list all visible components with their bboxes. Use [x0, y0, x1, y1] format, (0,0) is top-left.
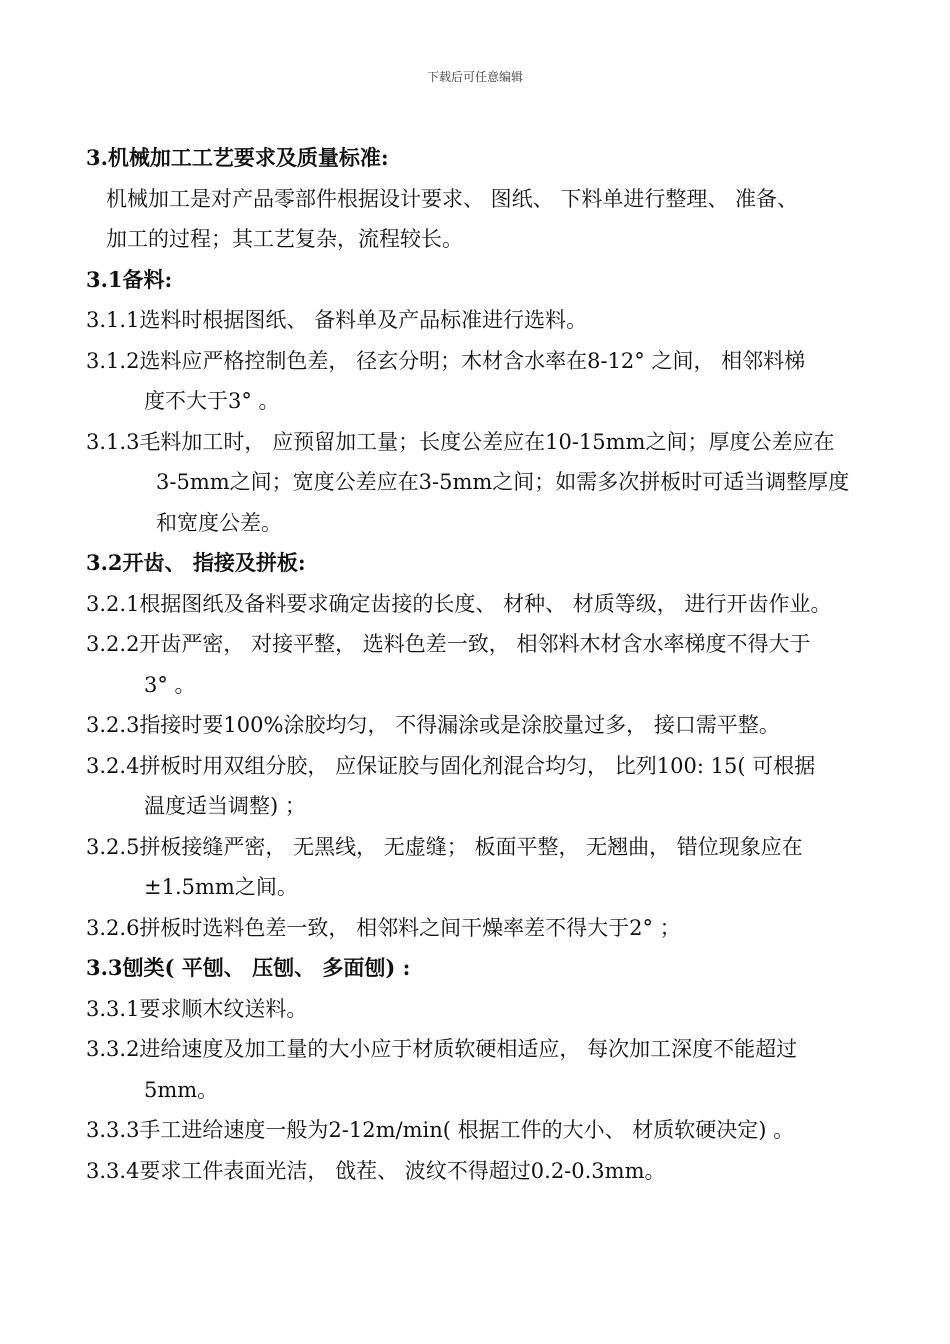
clause-3-2-3: 3.2.3指接时要100%涂胶均匀， 不得漏涂或是涂胶量过多， 接口需平整。 [86, 713, 780, 737]
clause-3-1-3-continued: 3-5mm之间；宽度公差应在3-5mm之间；如需多次拼板时可适当调整厚度 [156, 470, 850, 494]
clause-3-3-3: 3.3.3手工进给速度一般为2-12m/min( 根据工件的大小、 材质软硬决定) 。 [86, 1118, 795, 1142]
clause-3-2-4: 3.2.4拼板时用双组分胶， 应保证胶与固化剂混合均匀， 比列100: 15( 可根据 [86, 753, 816, 778]
clause-3-2-2: 3.2.2开齿严密， 对接平整， 选料色差一致， 相邻料木材含水率梯度不得大于 [86, 632, 811, 656]
clause-3-1-1: 3.1.1选料时根据图纸、 备料单及产品标准进行选料。 [86, 308, 588, 332]
clause-3-3-1: 3.3.1要求顺木纹送料。 [86, 996, 308, 1021]
clause-3-2-5: 3.2.5拼板接缝严密， 无黑线， 无虚缝； 板面平整， 无翘曲， 错位现象应在 [86, 834, 803, 859]
clause-3-3-4: 3.3.4要求工件表面光洁， 戗茬、 波纹不得超过0.2-0.3mm。 [86, 1158, 666, 1183]
clause-3-1-2: 3.1.2选料应严格控制色差， 径玄分明；木材含水率在8-12° 之间， 相邻料梯 [86, 348, 806, 373]
clause-3-2-6: 3.2.6拼板时选料色差一致， 相邻料之间干燥率差不得大于2° ； [86, 915, 681, 940]
clause-3-2-2-continued: 3° 。 [144, 672, 196, 697]
subsection-title-3-1: 3.1备料: [86, 266, 173, 292]
clause-3-1-3-continued: 和宽度公差。 [156, 510, 282, 535]
intro-line: 机械加工是对产品零部件根据设计要求、 图纸、 下料单进行整理、 准备、 [106, 186, 799, 211]
subsection-title-3-2: 3.2开齿、 指接及拼板: [86, 550, 306, 575]
clause-3-3-2-continued: 5mm。 [144, 1077, 219, 1102]
clause-3-2-5-continued: ±1.5mm之间。 [144, 875, 298, 899]
subsection-title-3-3: 3.3刨类( 平刨、 压刨、 多面刨) : [86, 955, 411, 980]
header-note: 下载后可任意编辑 [426, 70, 523, 84]
intro-line: 加工的过程；其工艺复杂，流程较长。 [106, 227, 463, 251]
clause-3-2-1: 3.2.1根据图纸及备料要求确定齿接的长度、 材种、 材质等级， 进行开齿作业。 [86, 591, 832, 616]
clause-3-1-2-continued: 度不大于3° 。 [144, 389, 280, 413]
document-body [86, 138, 906, 1191]
section-title: 3.机械加工工艺要求及质量标准: [86, 145, 389, 170]
clause-3-1-3: 3.1.3毛料加工时， 应预留加工量；长度公差应在10-15mm之间；厚度公差应在 [86, 429, 835, 454]
clause-3-2-4-continued: 温度适当调整) ； [144, 794, 306, 818]
clause-3-3-2: 3.3.2进给速度及加工量的大小应于材质软硬相适应， 每次加工深度不能超过 [86, 1037, 798, 1061]
